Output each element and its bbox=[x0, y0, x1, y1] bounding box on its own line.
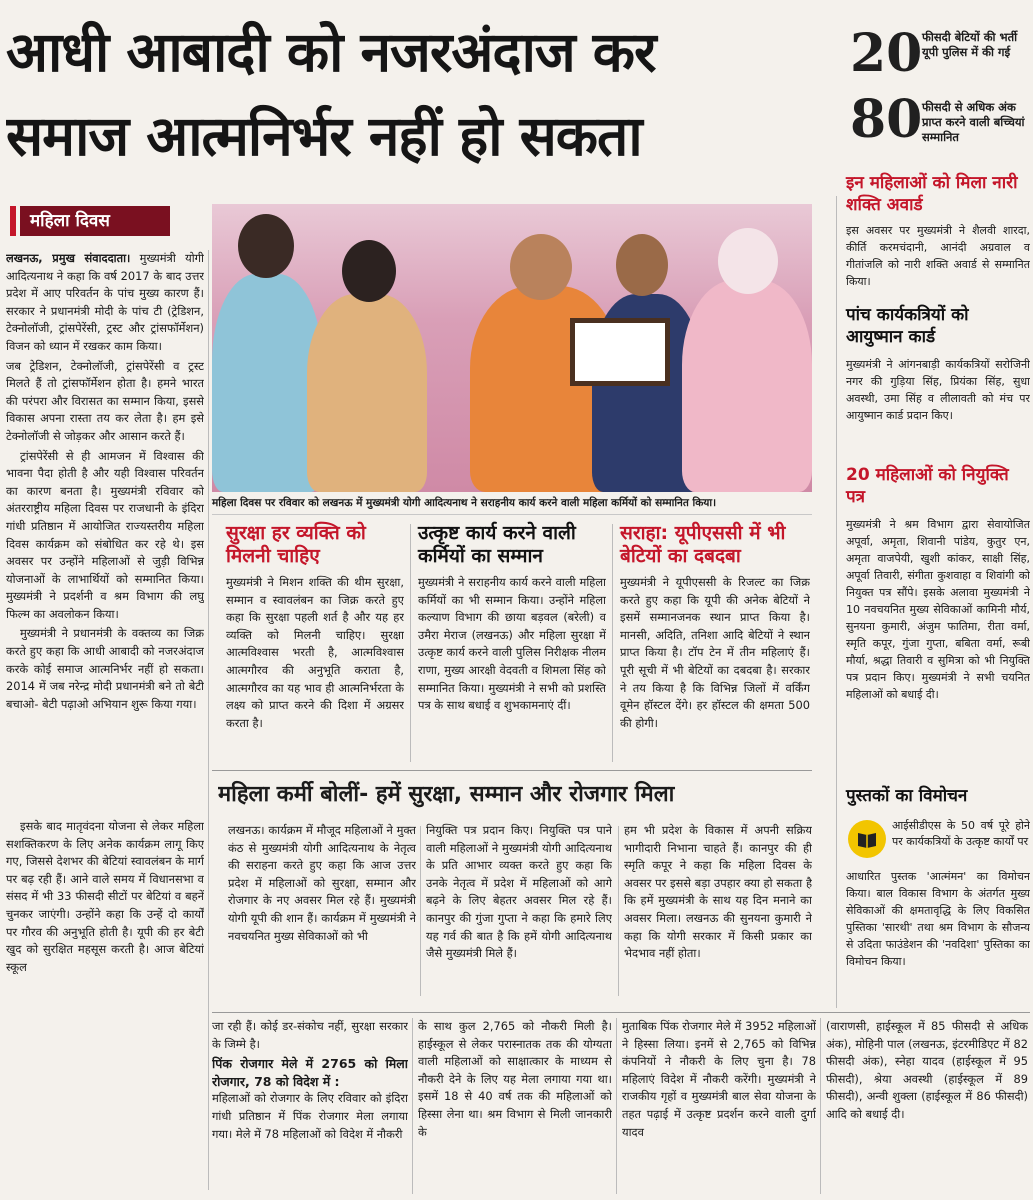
section-3-title: सराहा: यूपीएससी में भी बेटियों का दबदबा bbox=[620, 522, 786, 567]
mid-divider-2 bbox=[618, 826, 619, 996]
book-icon bbox=[848, 820, 886, 858]
bottom-col-1-pre: जा रही हैं। कोई डर-संकोच नहीं, सुरक्षा सरकार के जिम्मे है। bbox=[212, 1019, 408, 1051]
stat-number-20: 20 bbox=[850, 23, 923, 84]
appointment-title: 20 महिलाओं को नियुक्ति पत्र bbox=[846, 465, 1009, 507]
event-photo bbox=[212, 204, 812, 492]
section-divider-1 bbox=[410, 524, 411, 762]
caption-rule bbox=[212, 514, 812, 515]
tag-bar bbox=[10, 206, 16, 236]
headline-line-2: समाज आत्मनिर्भर नहीं हो सकता bbox=[6, 104, 642, 168]
section-divider-2 bbox=[612, 524, 613, 762]
section-3-text: मुख्यमंत्री ने यूपीएससी के रिजल्ट का जिक्र करते हुए कहा कि यूपी की अनेक बेटियों ने इसमें सम्मानजनक स्थान प्राप्त किया है। मानसी, अदिति, तनिशा आदि बेटियों ने स्थान प्राप्त किया है। टॉप टेन में तीन महिलाएं हैं। पूरी सूची में भी बेटियों का दबदबा है। सरकार ने तय किया है कि विभिन्न जिलों में वर्किंग वूमेन हॉस्टल देंगे। हर हॉस्टल की क्षमता 500 की होगी। bbox=[620, 575, 810, 730]
pink-fair-heading: पिंक रोजगार मेले में 2765 को मिला रोजगार, 78 को विदेश में : bbox=[212, 1056, 408, 1089]
mid-rule-top bbox=[212, 770, 812, 771]
ayushman-text: मुख्यमंत्री ने आंगनबाड़ी कार्यकत्रियों सरोजिनी नगर की गुड़िया सिंह, प्रियंका सिंह, सुधा अवस्थी, उमा सिंह व लीलावती को मंच पर आयुष्मान कार्ड प्रदान किए। bbox=[846, 358, 1030, 422]
bottom-column-1 bbox=[212, 1018, 408, 1194]
left-para-1: मुख्यमंत्री योगी आदित्यनाथ ने कहा कि वर्ष 2017 के बाद उत्तर प्रदेश में आए परिवर्तन के पांच मुख्य कारण हैं। सरकार ने प्रधानमंत्री मोदी के पांच टी (ट्रेडिशन, टेक्नोलॉजी, ट्रांसपेरेंसी, ट्रस्ट और ट्रांसफॉर्मेशन) विजन को ध्यान में रखकर काम किया। bbox=[6, 251, 204, 353]
bottom-column-4: (वाराणसी, हाईस्कूल में 85 फीसदी से अधिक अंक), मोहिनी पाल (लखनऊ, इंटरमीडिएट में 82 फीसदी अंक), स्नेहा यादव (हाईस्कूल में 95 फीसदी), श्रेया अवस्थी (हाईस्कूल में 89 फीसदी), अन्वी शुक्ला (हाईस्कूल में 86 फीसदी) आदि को बधाई दी। bbox=[826, 1019, 1028, 1121]
stat-text-20: फीसदी बेटियों की भर्ती यूपी पुलिस में की गई bbox=[922, 30, 1018, 59]
section-2-title: उत्कृष्ट कार्य करने वाली कर्मियों का सम्मान bbox=[418, 522, 576, 567]
left-column-lower bbox=[6, 818, 204, 1188]
bottom-column-3: मुताबिक पिंक रोजगार मेले में 3952 महिलाओं ने हिस्सा लिया। इनमें से 2,765 को विभिन्न कंपनियों ने नौकरी के लिए चुना है। 78 महिलाएं विदेश में नौकरी करेंगी। मुख्यमंत्री ने राजकीय गृहों व मुख्यमंत्री बाल सेवा योजना के तहत पढ़ाई में उत्कृष्ट प्रदर्शन करने वाली दुर्गा यादव bbox=[622, 1019, 816, 1139]
book-text: आधारित पुस्तक 'आत्मंमन' का विमोचन किया। बाल विकास विभाग के अंतर्गत मुख्य सेविकाओं की क्षमतावृद्धि के लिए विकसित पुस्तिका 'सारथी' तथा श्रम विभाग के सौजन्य से उदिता फाउंडेशन की 'नवदिशा' पुस्तिका का विमोचन किया। bbox=[846, 870, 1030, 968]
column-divider bbox=[208, 250, 209, 1190]
left-para-5: इसके बाद मातृवंदना योजना से लेकर महिला सशक्तिकरण के लिए अनेक कार्यक्रम लागू किए गए, जिससे देशभर की बेटियां स्वावलंबन के मार्ग पर बढ़ रही हैं। आने वाले समय में विधानसभा व संसद में भी 33 फीसदी सीटों पर बेटियां व बहनें चुनकर जाएंगी। उन्होंने कहा कि उन्हें दो कार्यों पर गौरव की अनुभूति होती है। यूपी की हर बेटी खुद को सुरक्षित महसूस करती है। आज बेटियां स्कूल bbox=[6, 819, 204, 974]
left-para-2: जब ट्रेडिशन, टेक्नोलॉजी, ट्रांसपेरेंसी व ट्रस्ट मिलते हैं तो ट्रांसफॉर्मेशन होता है। हमने भारत की परंपरा और विरासत का सम्मान किया, इससे विकास अपना रास्ता तय कर लेता है। हम इसे टेक्नोलॉजी से जोड़कर और आसान करते हैं। bbox=[6, 358, 204, 443]
appointment-text: मुख्यमंत्री ने श्रम विभाग द्वारा सेवायोजित अपूर्वा, अमृता, शिवानी पांडेय, कुतुर एन, अमृता वाजपेयी, खुशी कांकर, साक्षी सिंह, अपूर्वा तिवारी, संगीता कुशवाहा व शिवांगी को नियुक्त पत्र सौंपे। इसके अलावा मुख्यमंत्री ने 10 नवचयनित मुख्य सेविकाओं कामिनी मौर्य, सुनयना कुमारी, अंजुम फातिमा, रीता वर्मा, स्मृति कपूर, गुंजा गुप्ता, बबिता वर्मा, रूबी मौर्या, श्रद्धा तिवारी व सुमित्रा को भी नियुक्ति पत्र प्रदान किए। मुख्यमंत्री ने सभी चयनित महिलाओं को बधाई दी। bbox=[846, 518, 1030, 701]
section-1-text: मुख्यमंत्री ने मिशन शक्ति की थीम सुरक्षा, सम्मान व स्वावलंबन का जिक्र करते हुए कहा कि सुरक्षा पहली शर्त है और यह हर व्यक्ति को मिलनी चाहिए। सुरक्षा आत्मविश्वास भरती है, आत्मविश्वास आत्मगौरव की अनुभूति कराता है, आत्मगौरव का यह भाव ही आत्मनिर्भरता के लक्ष्य को प्राप्त करने की दिशा में अग्रसर करता है। bbox=[226, 575, 404, 730]
bottom-divider-1 bbox=[412, 1018, 413, 1194]
bottom-divider-3 bbox=[820, 1018, 821, 1194]
section-1-title: सुरक्षा हर व्यक्ति को मिलनी चाहिए bbox=[226, 522, 366, 567]
left-para-3: ट्रांसपेरेंसी से ही आमजन में विश्वास की भावना पैदा होती है और यही विश्वास परिवर्तन का कारण बनता है। मुख्यमंत्री रविवार को अंतरराष्ट्रीय महिला दिवस पर राजधानी के इंदिरा गांधी प्रतिष्ठान में आयोजित राज्यस्तरीय महिला दिवस कार्यक्रम को संबोधित कर रहे थे। इस अवसर पर उन्होंने महिलाओं से जुड़ी विभिन्न योजनाओं के लाभार्थियों को सम्मानित किया। मुख्यमंत्री ने प्रदर्शनी व श्रम विभाग की लघु फिल्म का अवलोकन किया। bbox=[6, 448, 204, 621]
mid-column-1: लखनऊ। कार्यक्रम में मौजूद महिलाओं ने मुक्त कंठ से मुख्यमंत्री योगी आदित्यनाथ के नेतृत्व की सराहना करते हुए कहा कि आज उत्तर प्रदेश में महिलाओं को सुरक्षा, सम्मान और रोजगार के नए अवसर मिल रहे हैं। मुख्यमंत्री योगी यूपी की शान हैं। कार्यक्रम में मुख्यमंत्री ने नवचयनित मुख्य सेविकाओं को भी bbox=[228, 823, 416, 943]
left-column bbox=[6, 250, 204, 810]
dateline: लखनऊ, प्रमुख संवाददाता। bbox=[6, 251, 131, 265]
ayushman-title: पांच कार्यकत्रियों को आयुष्मान कार्ड bbox=[846, 305, 969, 347]
mid-divider-1 bbox=[420, 826, 421, 996]
book-launch-title: पुस्तकों का विमोचन bbox=[846, 786, 968, 806]
left-para-4: मुख्यमंत्री ने प्रधानमंत्री के वक्तव्य का जिक्र करते हुए कहा कि आधी आबादी को नजरअंदाज करके कोई समाज आत्मनिर्भर नहीं हो सकता। 2014 में जब नरेन्द्र मोदी प्रधानमंत्री बने तो बेटी बचाओ- बेटी पढ़ाओ अभियान शुरू किया गया। bbox=[6, 626, 204, 711]
bottom-col-1-post: महिलाओं को रोजगार के लिए रविवार को इंदिरा गांधी प्रतिष्ठान में पिंक रोजगार मेला लगाया गया। मेले में 78 महिलाओं को विदेश में नौकरी bbox=[212, 1091, 408, 1141]
award-text: इस अवसर पर मुख्यमंत्री ने शैलवी शारदा, कीर्ति करमचंदानी, आनंदी अग्रवाल व गीतांजलि को नारी शक्ति अवार्ड से सम्मानित किया। bbox=[846, 224, 1030, 288]
section-tag: महिला दिवस bbox=[20, 206, 170, 236]
bottom-divider-2 bbox=[616, 1018, 617, 1194]
stat-number-80: 80 bbox=[850, 89, 923, 150]
photo-caption: महिला दिवस पर रविवार को लखनऊ में मुख्यमंत्री योगी आदित्यनाथ ने सराहनीय कार्य करने वाली महिला कर्मियों को सम्मानित किया। bbox=[212, 497, 717, 509]
mid-column-2: नियुक्ति पत्र प्रदान किए। नियुक्ति पत्र पाने वाली महिलाओं ने मुख्यमंत्री योगी आदित्यनाथ के प्रति आभार व्यक्त करते हुए कहा कि उनके नेतृत्व में प्रदेश में महिलाओं को आगे बढ़ने के लिए बेहतर अवसर मिल रहे हैं। कानपुर की गुंजा गुप्ता ने कहा कि हमारे लिए यह गर्व की बात है कि हमें योगी आदित्यनाथ जैसे मुख्यमंत्री मिले हैं। bbox=[426, 823, 612, 961]
right-divider bbox=[836, 196, 837, 1008]
mid-headline: महिला कर्मी बोलीं- हमें सुरक्षा, सम्मान और रोजगार मिला bbox=[218, 782, 675, 807]
book-text-intro: आईसीडीएस के 50 वर्ष पूरे होने पर कार्यकत्रियों के उत्कृष्ट कार्यों पर bbox=[892, 819, 1030, 848]
section-2-text: मुख्यमंत्री ने सराहनीय कार्य करने वाली महिला कर्मियों का भी सम्मान किया। उन्होंने महिला कल्याण विभाग की छाया बड़वल (बरेली) व उमैरा मेराज (लखनऊ) और महिला सुरक्षा में उत्कृष्ट कार्य करने वाली पुलिस निरीक्षक नीलम राणा, मुख्य आरक्षी वेदवती व शिमला सिंह को सम्मानित किया। मुख्यमंत्री ने सभी को प्रशस्ति पत्र के साथ बधाई व शुभकामनाएं दीं। bbox=[418, 575, 606, 713]
stat-text-80: फीसदी से अधिक अंक प्राप्त करने वाली बच्चियां सम्मानित bbox=[922, 100, 1025, 144]
stats-box bbox=[842, 24, 1030, 184]
book-icon-svg bbox=[848, 820, 886, 858]
headline-line-1: आधी आबादी को नजरअंदाज कर bbox=[6, 20, 656, 84]
bottom-column-2: के साथ कुल 2,765 को नौकरी मिली है। हाईस्कूल से लेकर परास्नातक तक की योग्यता वाली महिलाओं को साक्षात्कार के माध्यम से नौकरी देने के लिए यह मेला लगाया गया था। इसमें 18 से 40 वर्ष तक की महिलाओं को हिस्सा लेना था। श्रम विभाग से मिली जानकारी के bbox=[418, 1019, 612, 1139]
award-title: इन महिलाओं को मिला नारी शक्ति अवार्ड bbox=[846, 173, 1018, 215]
mid-column-3: हम भी प्रदेश के विकास में अपनी सक्रिय भागीदारी निभाना चाहते हैं। कानपुर की ही स्मृति कपूर ने कहा कि महिला दिवस के अवसर पर इससे बड़ा उपहार क्या हो सकता है कि हमें मुख्यमंत्री के साथ यह दिन मनाने का अवसर मिला। लखनऊ की सुनयना कुमारी ने कहा कि योगी सरकार में किसी प्रकार का भेदभाव नहीं होता। bbox=[624, 823, 812, 961]
bottom-rule bbox=[212, 1012, 1030, 1013]
